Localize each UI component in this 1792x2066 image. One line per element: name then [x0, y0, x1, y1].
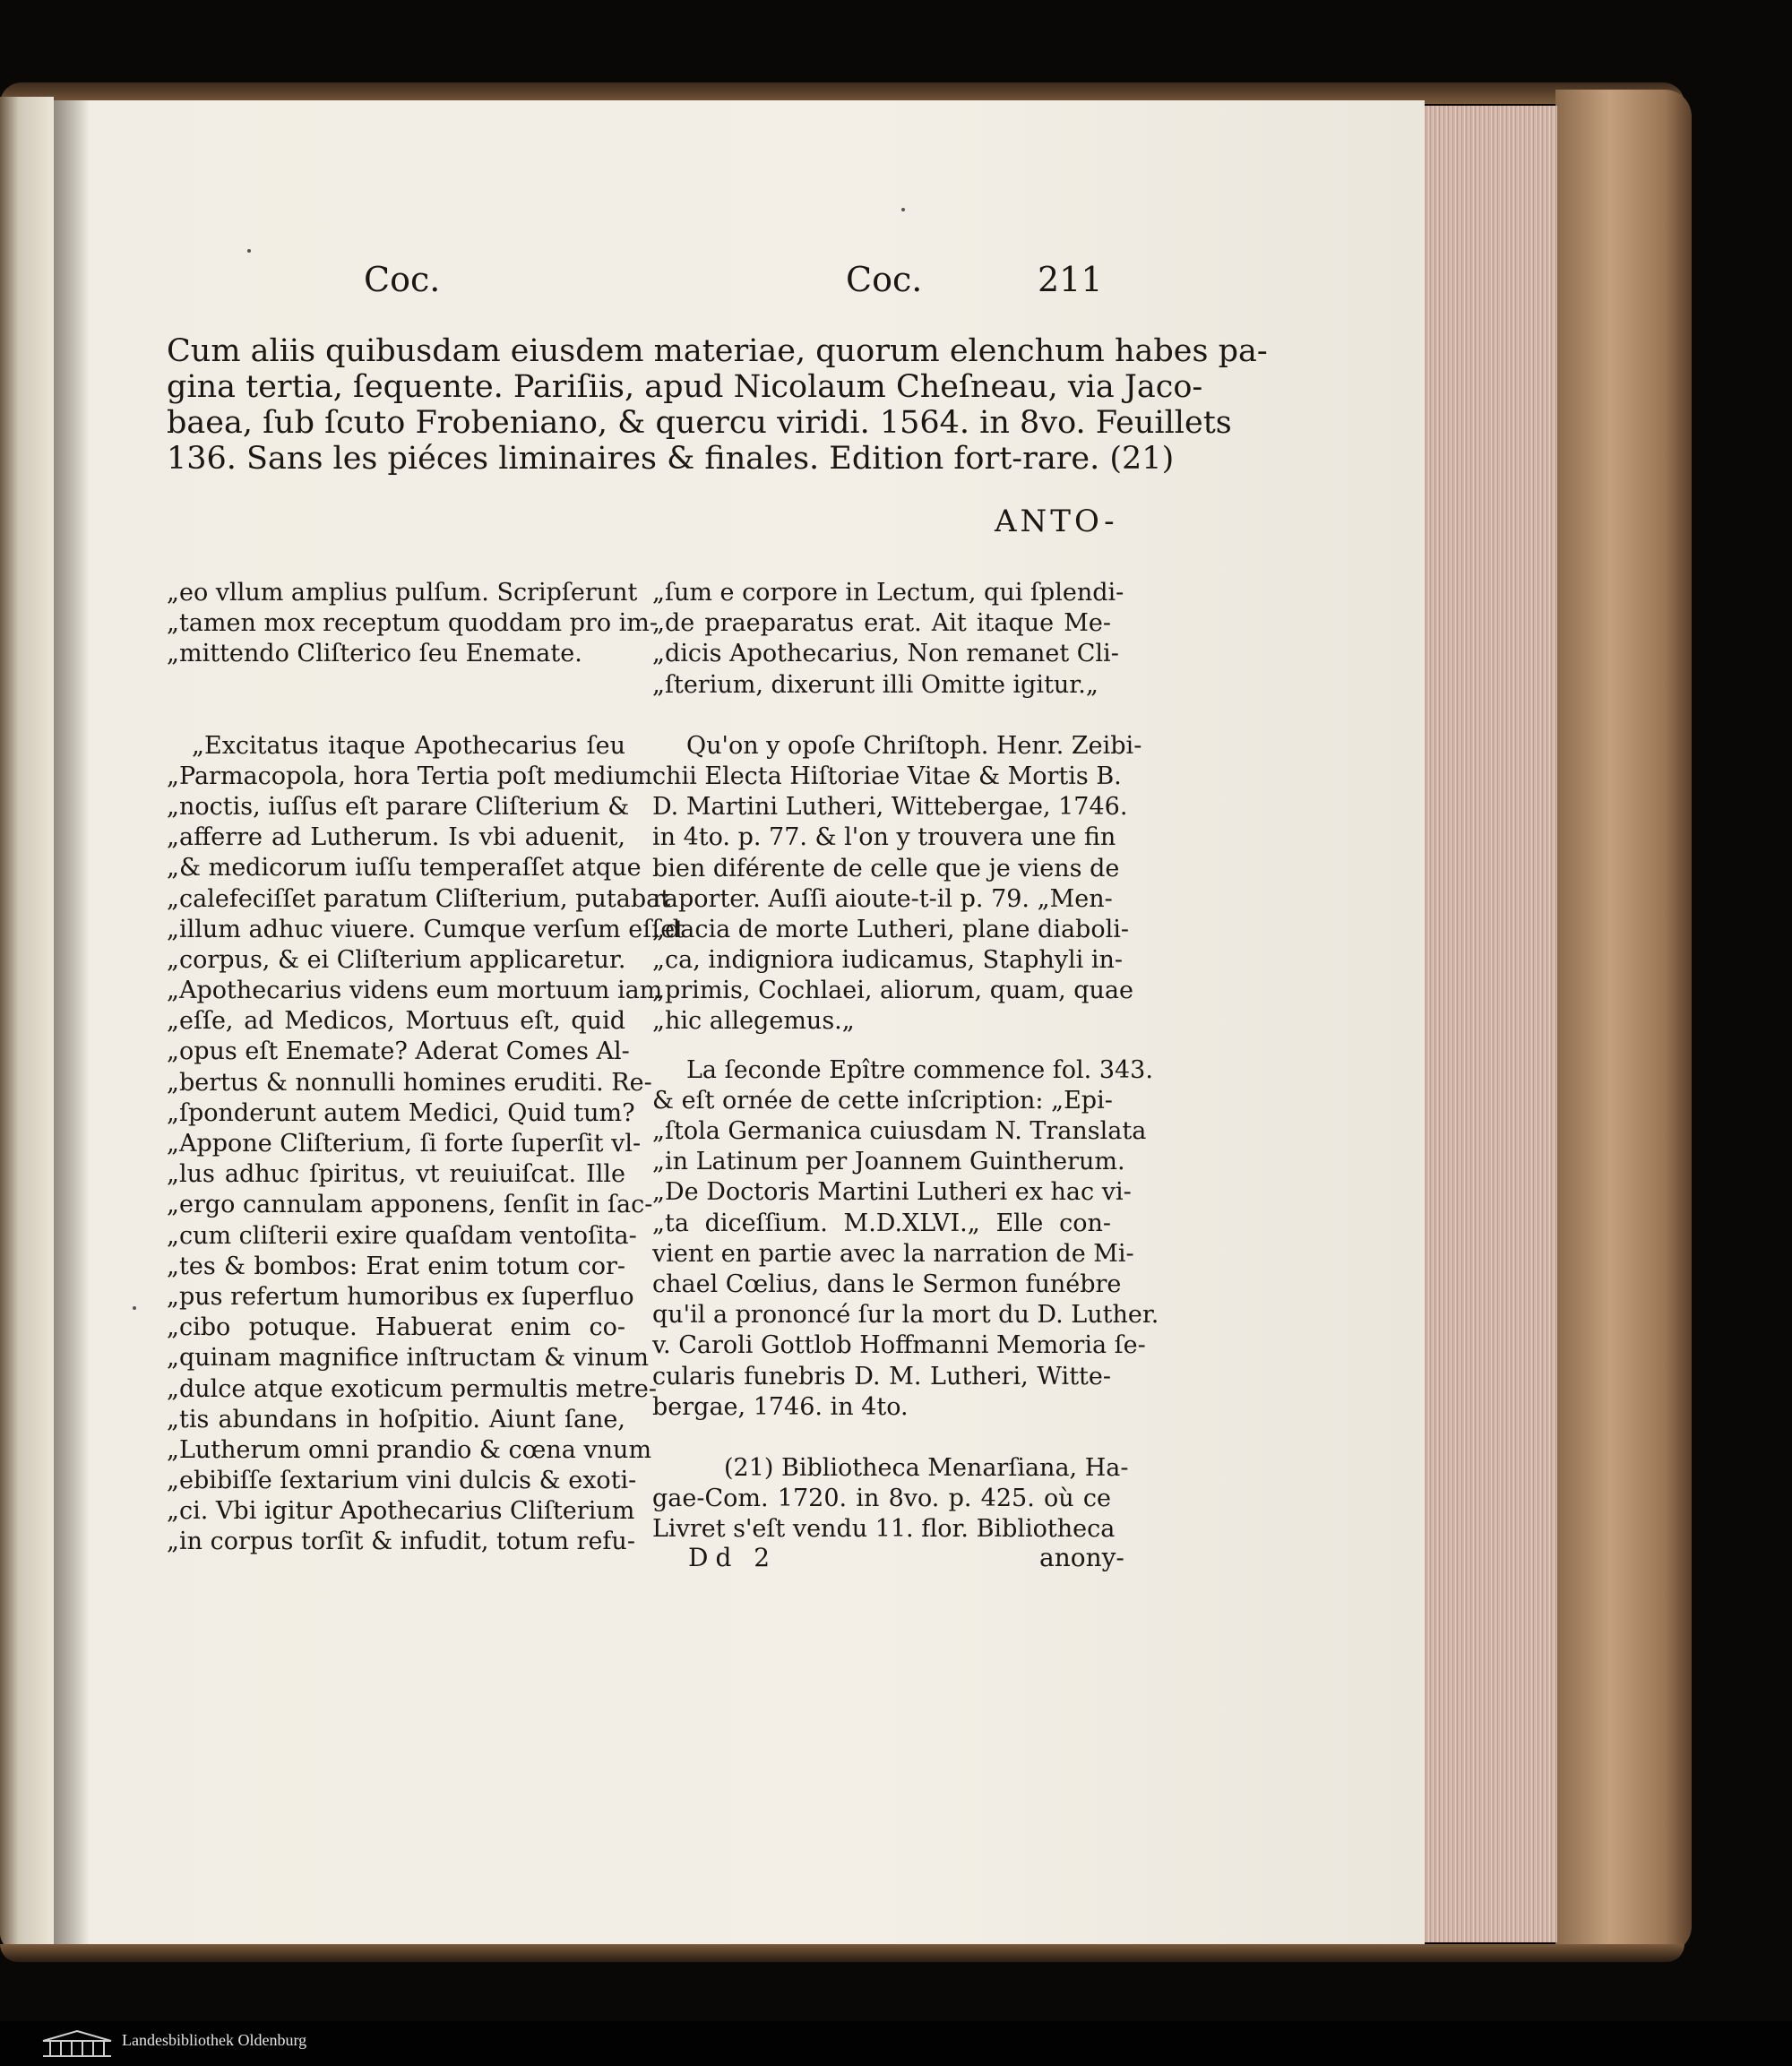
library-name[interactable]: Landesbibliothek Oldenburg [122, 2031, 307, 2049]
text-line: „illum adhuc viuere. Cumque verſum eſſet [167, 915, 685, 943]
text-line: „Appone Cliſterium, ſi forte ſuperſit vl- [167, 1130, 642, 1158]
text-line: „primis, Cochlaei, aliorum, quam, quae [652, 977, 1133, 1005]
page-edges [1423, 106, 1557, 1942]
text-line: „& medicorum iuſſu temperaſſet atque [167, 854, 642, 882]
right-column [652, 578, 1159, 1545]
text-line: cularis funebris D. M. Lutheri, Witte- [652, 1362, 1111, 1390]
text-line: „cum cliſterii exire quaſdam ventoſita- [167, 1221, 637, 1250]
page-number: 211 [1038, 260, 1103, 299]
text-line: qu'il a prononcé ſur la mort du D. Luther. [652, 1301, 1159, 1330]
text-line: & eſt ornée de cette inſcription: „Epi- [652, 1086, 1113, 1115]
text-line: Qu'on y opoſe Chriſtoph. Henr. Zeibi- [686, 731, 1142, 760]
text-line: „Lutherum omni prandio & cœna vnum [167, 1435, 652, 1464]
book-cover-right [1555, 90, 1692, 1953]
text-line: „eſſe, ad Medicos, Mortuus eſt, quid [167, 1007, 625, 1036]
text-line: „de praeparatus erat. Ait itaque Me- [652, 609, 1111, 638]
text-line: „corpus, & ei Cliſterium applicaretur. [167, 945, 626, 974]
text-line: La ſeconde Epître commence fol. 343. [686, 1055, 1153, 1084]
text-line: „quinam magnifice inſtructam & vinum [167, 1344, 649, 1373]
text-line: „ergo cannulam apponens, ſenſit in ſac- [167, 1191, 653, 1219]
footnote-line: Livret s'eſt vendu 11. flor. Bibliotheca [652, 1515, 1116, 1544]
intro-paragraph [167, 333, 1268, 477]
text-line: „dacia de morte Lutheri, plane diaboli- [652, 915, 1129, 943]
text-line: „pus refertum humoribus ex ſuperfluo [167, 1282, 634, 1311]
speck [901, 208, 905, 211]
library-building-icon [39, 2028, 115, 2059]
text-line: „Apothecarius videns eum mortuum iam [167, 977, 663, 1005]
text-line: vient en partie avec la narration de Mi- [652, 1239, 1134, 1268]
text-line: „Parmacopola, hora Tertia poſt medium [167, 762, 653, 790]
text-line: chael Cœlius, dans le Sermon funébre [652, 1270, 1122, 1298]
text-line: „mittendo Cliſterico ſeu Enemate. [167, 640, 582, 668]
gutter-shadow [54, 100, 90, 1955]
signature-mark: Dd 2 [688, 1543, 778, 1572]
text-line: „hic allegemus.„ [652, 1007, 855, 1036]
text-line: „cibo potuque. Habuerat enim co- [167, 1313, 625, 1342]
footnote-line: gae-Com. 1720. in 8vo. p. 425. où ce [652, 1485, 1111, 1513]
speck [247, 249, 251, 253]
running-head-left: Coc. [364, 260, 441, 299]
text-line: „ca, indigniora iudicamus, Staphyli in- [652, 946, 1124, 975]
catchword-bottom: anony- [1039, 1543, 1124, 1572]
footnote-line: (21) Bibliotheca Menarſiana, Ha- [724, 1453, 1129, 1482]
text-line: „tis abundans in hoſpitio. Aiunt ſane, [167, 1405, 625, 1433]
text-line: „calefeciſſet paratum Cliſterium, putabat [167, 884, 671, 913]
text-line: „dicis Apothecarius, Non remanet Cli- [652, 640, 1119, 668]
text-line: „dulce atque exoticum permultis metre- [167, 1374, 657, 1403]
catchword-top: ANTO- [995, 504, 1118, 539]
text-line: v. Caroli Gottlob Hoffmanni Memoria ſe- [652, 1331, 1146, 1360]
text-line: „eo vllum amplius pulſum. Scripſerunt [167, 579, 638, 607]
text-line: 136. Sans les piéces liminaires & finales. Edition fort-rare. (21) [167, 441, 1175, 477]
text-line: „tes & bombos: Erat enim totum cor- [167, 1252, 625, 1280]
text-line: „ſterium, dixerunt illi Omitte igitur.„ [652, 670, 1098, 699]
running-head-center: Coc. [846, 260, 923, 299]
text-line: „ebibiſſe ſextarium vini dulcis & exoti- [167, 1467, 637, 1495]
text-line: bien diférente de celle que je viens de [652, 854, 1120, 882]
book-cover-bottom [0, 1944, 1684, 1962]
text-line: „De Doctoris Martini Lutheri ex hac vi- [652, 1178, 1132, 1207]
text-line: gina tertia, ſequente. Pariſiis, apud Nicolaum Cheſneau, via Jaco- [167, 369, 1203, 405]
text-line: „afferre ad Lutherum. Is vbi aduenit, [167, 823, 625, 852]
text-line: Cum aliis quibusdam eiusdem materiae, quorum elenchum habes pa- [167, 333, 1268, 369]
text-line: raporter. Auſſi aioute-t-il p. 79. „Men- [652, 884, 1113, 913]
left-page-edge [0, 97, 54, 1951]
text-line: „bertus & nonnulli homines eruditi. Re- [167, 1068, 652, 1097]
text-line: in 4to. p. 77. & l'on y trouvera une fin [652, 823, 1116, 852]
text-line: baea, ſub ſcuto Frobeniano, & quercu viridi. 1564. in 8vo. Feuillets [167, 405, 1232, 441]
text-line: „Excitatus itaque Apothecarius ſeu [192, 731, 625, 760]
text-line: „ci. Vbi igitur Apothecarius Cliſterium [167, 1497, 635, 1526]
text-line: „ſum e corpore in Lectum, qui ſplendi- [652, 579, 1124, 607]
text-line: „lus adhuc ſpiritus, vt reuiuiſcat. Ille [167, 1160, 625, 1189]
text-line: bergae, 1746. in 4to. [652, 1392, 909, 1421]
text-line: „opus eſt Enemate? Aderat Comes Al- [167, 1037, 630, 1066]
text-line: „in Latinum per Joannem Guintherum. [652, 1148, 1125, 1176]
left-column [167, 578, 685, 1558]
text-line: D. Martini Lutheri, Wittebergae, 1746. [652, 793, 1128, 822]
text-line: „noctis, iuſſus eſt parare Cliſterium & [167, 792, 630, 821]
text-line: chii Electa Hiſtoriae Vitae & Mortis B. [652, 762, 1122, 790]
text-line: „tamen mox receptum quoddam pro im- [167, 609, 659, 638]
text-line: „in corpus torſit & infudit, totum refu- [167, 1528, 635, 1556]
text-line: „ta diceſſium. M.D.XLVI.„ Elle con- [652, 1209, 1111, 1237]
speck [133, 1306, 136, 1310]
text-line: „ſtola Germanica cuiusdam N. Translata [652, 1117, 1147, 1145]
text-line: „ſponderunt autem Medici, Quid tum? [167, 1098, 635, 1127]
